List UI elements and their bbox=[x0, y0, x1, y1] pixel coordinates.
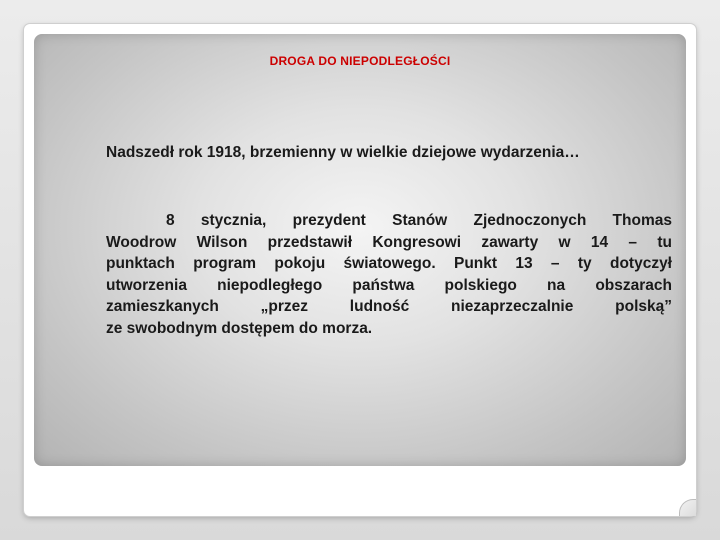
paragraph-line: punktach program pokoju światowego. Punkt 13 – ty dotyczył bbox=[106, 255, 672, 272]
paragraph-line: ze swobodnym dostępem do morza. bbox=[106, 319, 373, 337]
slide-title: DROGA DO NIEPODLEGŁOŚCI bbox=[269, 54, 451, 68]
paragraph-line: 8 stycznia, prezydent Stanów Zjednoczonych Thomas bbox=[166, 212, 672, 229]
slide-paragraph bbox=[106, 210, 672, 339]
paragraph-line: zamieszkanych „przez ludność niezaprzeczalnie polską” bbox=[106, 298, 672, 315]
paragraph-line: Woodrow Wilson przedstawił Kongresowi zawarty w 14 – tu bbox=[106, 233, 672, 251]
slide-subtitle: Nadszedł rok 1918, brzemienny w wielkie dziejowe wydarzenia… bbox=[106, 144, 580, 161]
paragraph-line: utworzenia niepodległego państwa polskiego na obszarach bbox=[106, 276, 672, 294]
